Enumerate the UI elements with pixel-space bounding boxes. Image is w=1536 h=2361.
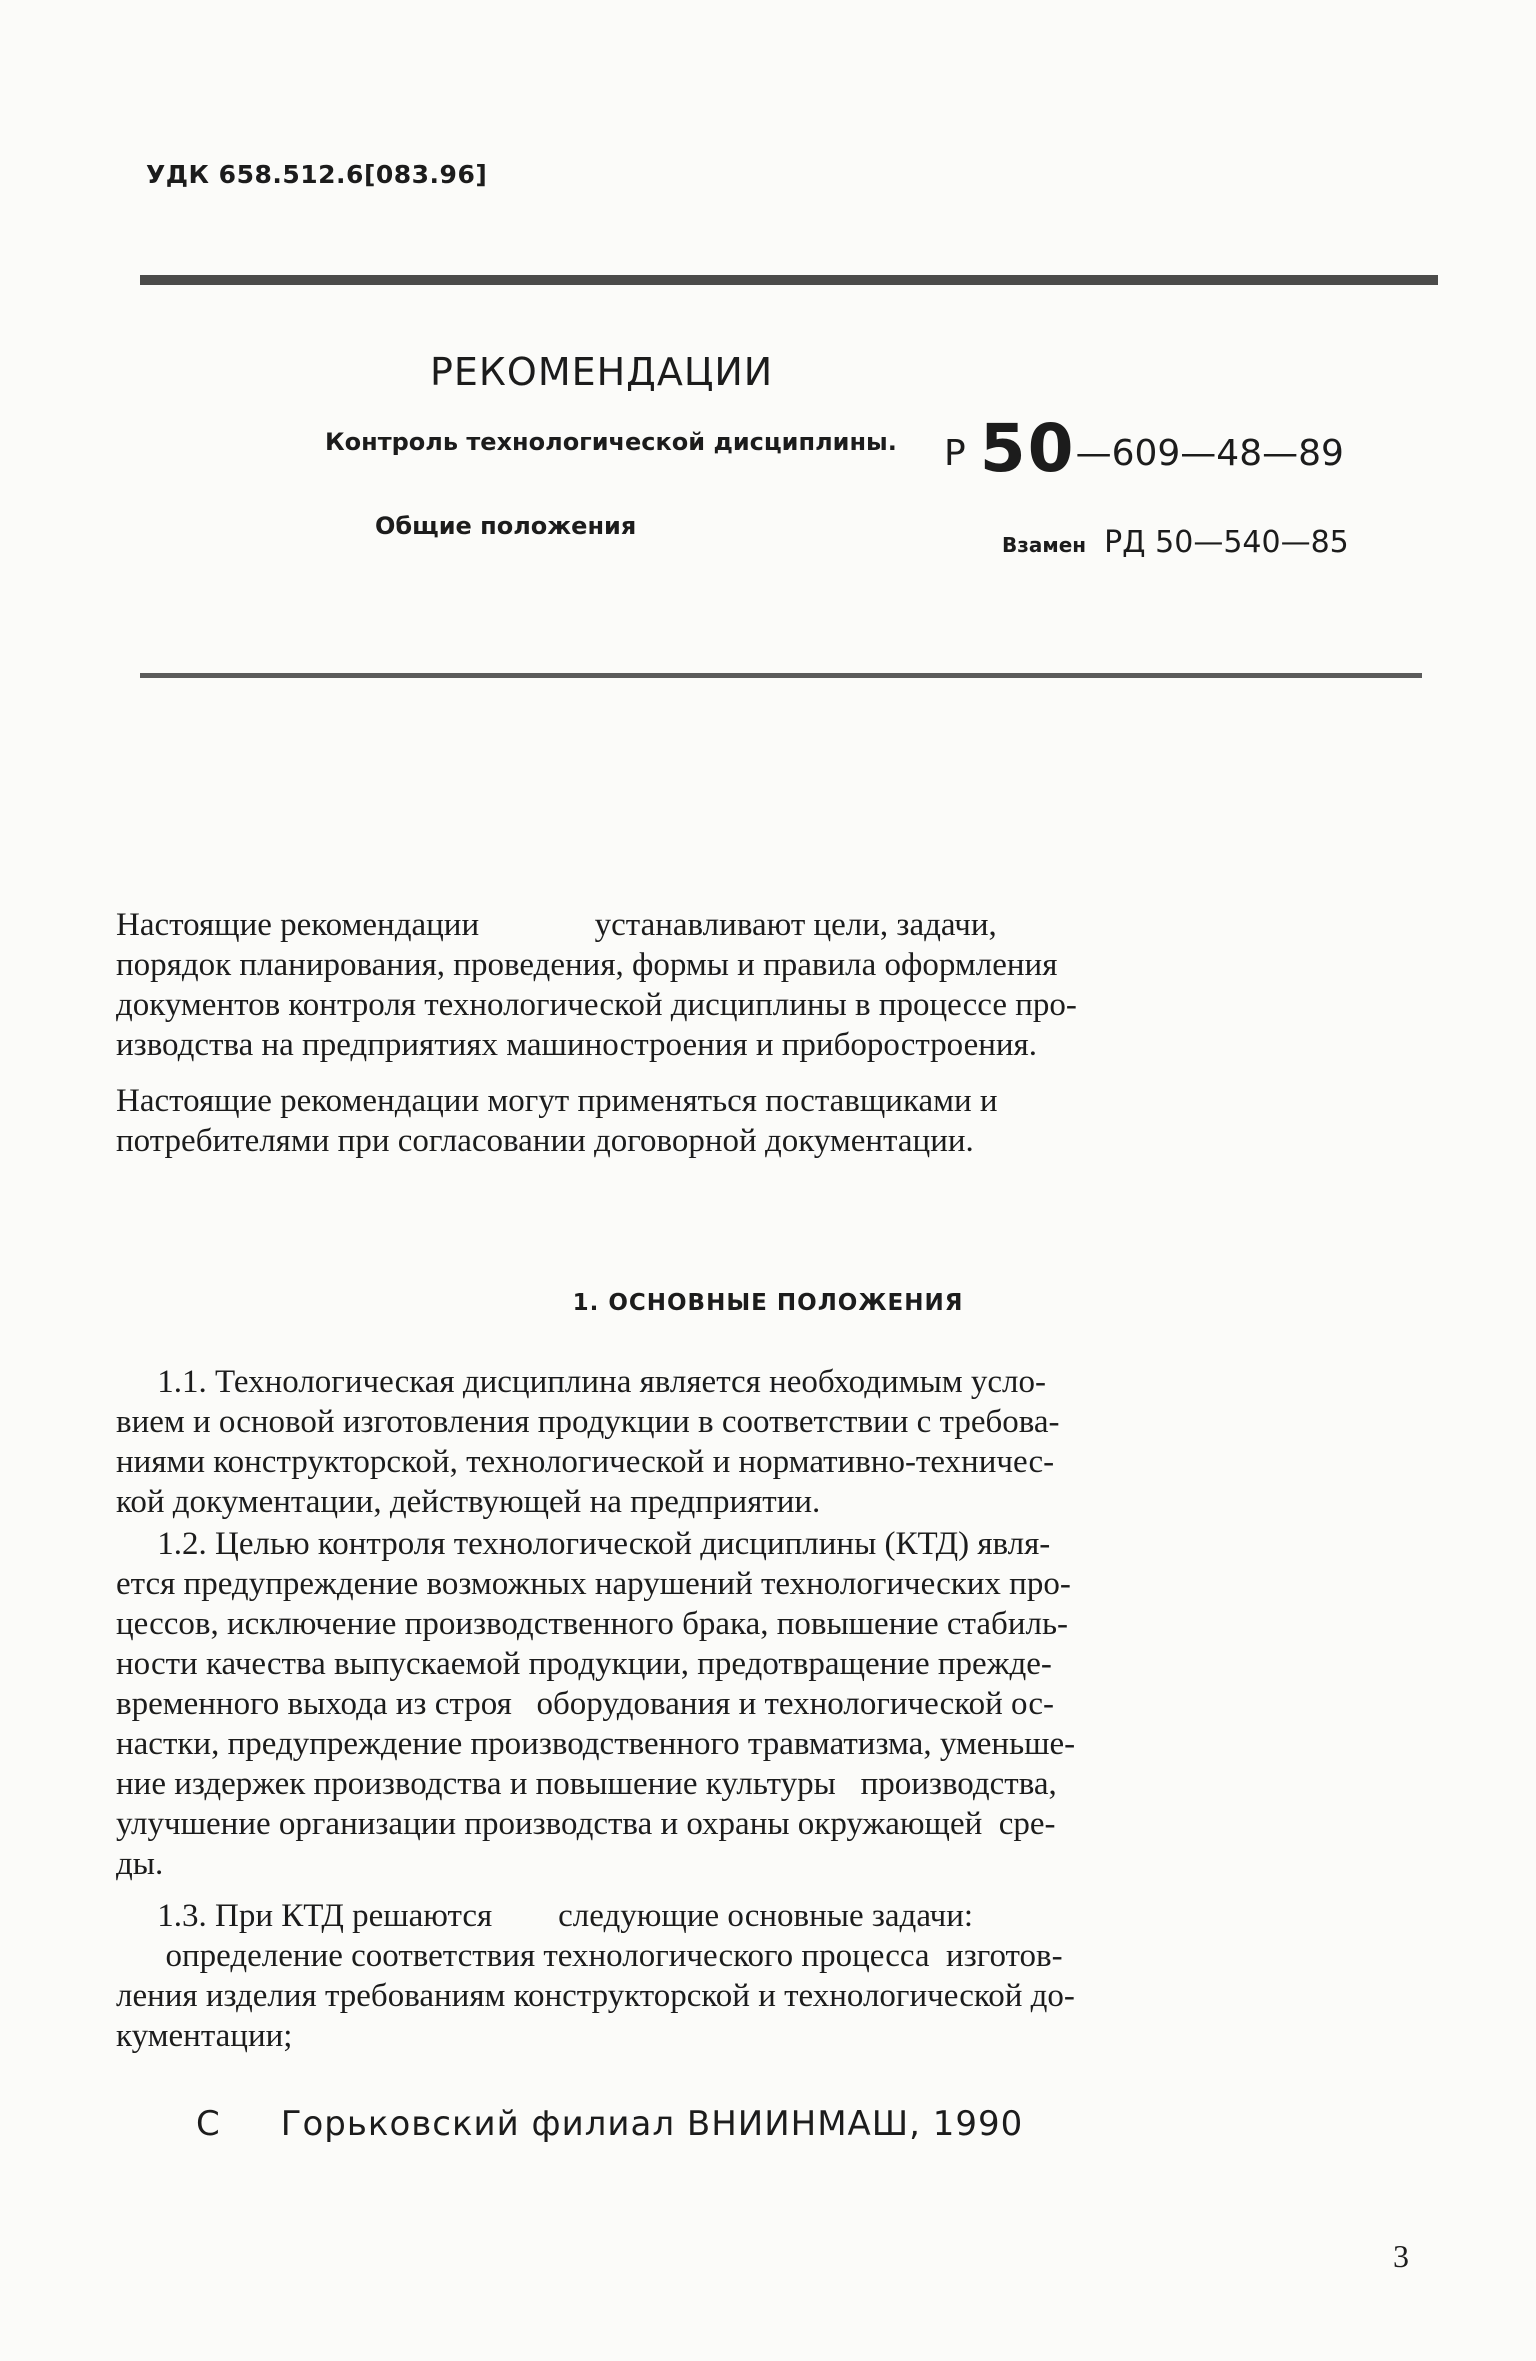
document-subtitle: Общие положения [375,512,637,540]
replaces-note [1002,525,1349,560]
intro-paragraph-application: Настоящие рекомендации могут применяться поставщиками и потребителями при согласовании договорной документации. [116,1083,998,1159]
copyright-text: Горьковский филиал ВНИИНМАШ, 1990 [280,2104,1024,2144]
document-code [944,410,1344,487]
section-heading: 1. ОСНОВНЫЕ ПОЛОЖЕНИЯ [572,1290,964,1316]
header-bottom-divider [140,673,1422,678]
code-series: 50 [979,410,1076,487]
clause-1-1: 1.1. Технологическая дисциплина является необходимым усло- вием и основой изготовления продукции в соответствии с требова- ниями конструкторской, технологической и нормативно-техничес- кой документации, действующей на предприятии. [116,1364,1060,1520]
top-divider [140,275,1438,285]
clause-1-2: 1.2. Целью контроля технологической дисциплины (КТД) явля- ется предупреждение возможных нарушений технологических про- цессов, исключение производственного брака, повышение стабиль- ности качества выпускаемой продукции, предотвращение прежде- временного выхода из строя оборудования и технологической ос- настки, предупреждение производственного травматизма, уменьше- ние издержек производства и повышение культуры производства, улучшение организации производства и охраны окружающей сре- ды. [116,1526,1076,1882]
document-type: РЕКОМЕНДАЦИИ [430,350,774,394]
udk-code: УДК 658.512.6[083.96] [146,160,488,189]
document-title: Контроль технологической дисциплины. [325,428,897,456]
code-prefix: Р [944,433,966,474]
clause-1-3: 1.3. При КТД решаются следующие основные задачи: определение соответствия технологического процесса изготов- ления изделия требованиям конструкторской и технологической до- кументации; [116,1898,1075,2054]
replaces-value: РД 50—540—85 [1104,525,1349,560]
replaces-label: Взамен [1002,533,1087,557]
page-number: 3 [1393,2238,1409,2274]
code-number: —609—48—89 [1075,433,1344,474]
intro-paragraph-scope: Настоящие рекомендации устанавливают цели, задачи, порядок планирования, проведения, формы и правила оформления документов контроля технологической дисциплины в процессе про- изводства на предприятиях машиностроения и приборостроения. [116,907,1077,1063]
copyright-line [196,2104,1023,2144]
copyright-symbol: С [196,2104,221,2144]
